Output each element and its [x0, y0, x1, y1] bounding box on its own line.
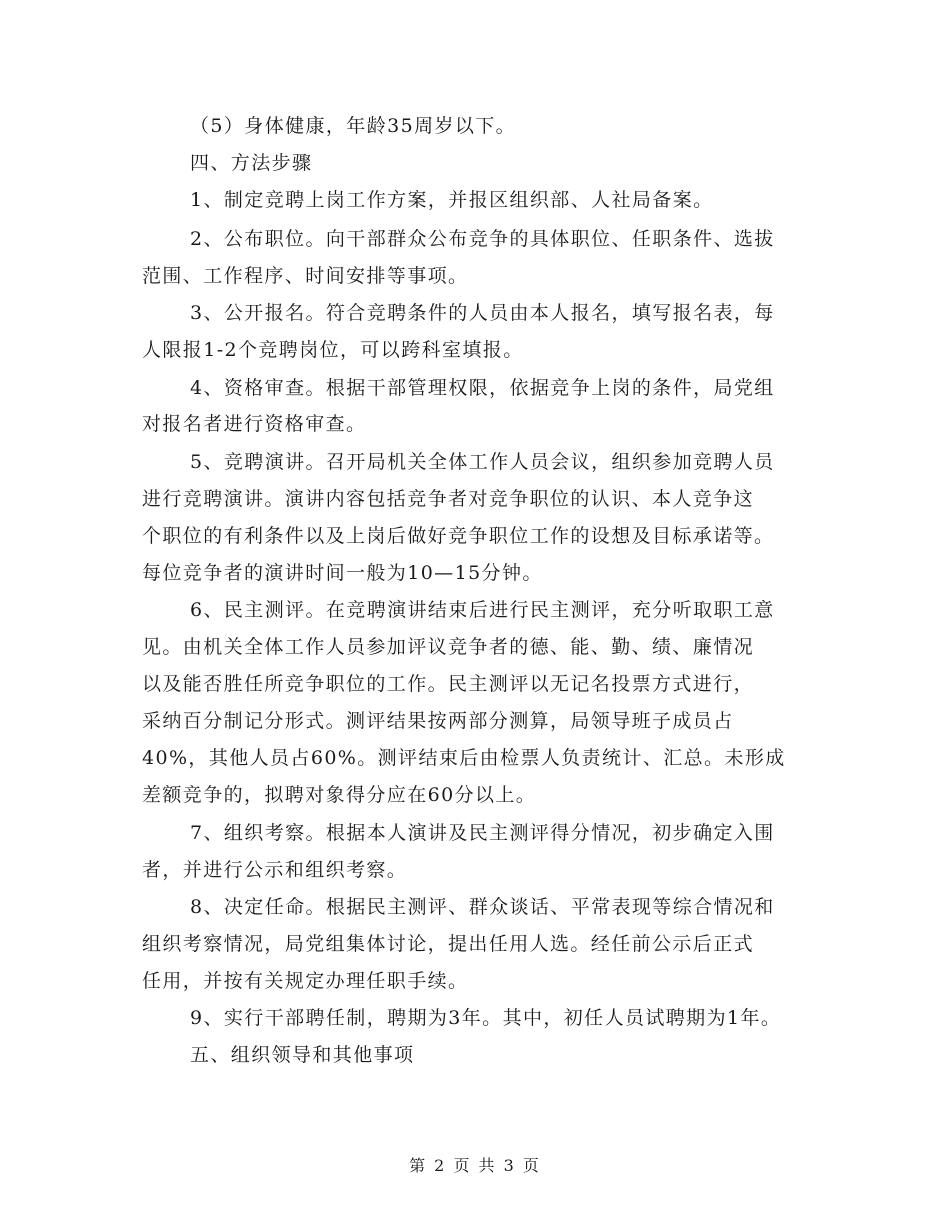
text-line: 对报名者进行资格审查。: [142, 413, 367, 435]
text-line: 5、竞聘演讲。召开局机关全体工作人员会议，组织参加竞聘人员: [190, 451, 775, 473]
text-line: 个职位的有利条件以及上岗后做好竞争职位工作的设想及目标承诺等。: [142, 525, 775, 547]
text-line: 1、制定竞聘上岗工作方案，并报区组织部、人社局备案。: [190, 189, 714, 211]
text-line: 采纳百分制记分形式。测评结果按两部分测算，局领导班子成员占: [142, 710, 734, 732]
text-line: 2、公布职位。向干部群众公布竞争的具体职位、任职条件、选拔: [190, 228, 775, 250]
text-line: 9、实行干部聘任制，聘期为3年。其中，初任人员试聘期为1年。: [190, 1007, 782, 1029]
page-number: 第 2 页 共 3 页: [409, 1156, 541, 1175]
text-line: 8、决定任命。根据民主测评、群众谈话、平常表现等综合情况和: [190, 896, 775, 918]
text-line: 组织考察情况，局党组集体讨论，提出任用人选。经任前公示后正式: [142, 933, 755, 955]
section-heading: 五、组织领导和其他事项: [190, 1044, 415, 1066]
text-line: 见。由机关全体工作人员参加评议竞争者的德、能、勤、绩、廉情况: [142, 636, 755, 658]
text-line: 任用，并按有关规定办理任职手续。: [142, 970, 469, 992]
text-line: 7、组织考察。根据本人演讲及民主测评得分情况，初步确定入围: [190, 822, 775, 844]
text-line: 人限报1-2个竞聘岗位，可以跨科室填报。: [142, 339, 524, 361]
text-line: 每位竞争者的演讲时间一般为10—15分钟。: [142, 562, 543, 584]
text-line: 范围、工作程序、时间安排等事项。: [142, 265, 469, 287]
text-line: 者，并进行公示和组织考察。: [142, 859, 408, 881]
text-line: 进行竞聘演讲。演讲内容包括竞争者对竞争职位的认识、本人竞争这: [142, 488, 755, 510]
text-line: 40%，其他人员占60%。测评结束后由检票人负责统计、汇总。未形成: [142, 747, 786, 769]
text-line: 以及能否胜任所竞争职位的工作。民主测评以无记名投票方式进行，: [142, 673, 755, 695]
text-line: 4、资格审查。根据干部管理权限，依据竞争上岗的条件，局党组: [190, 377, 775, 399]
text-line: （5）身体健康，年龄35周岁以下。: [190, 115, 517, 137]
text-line: 3、公开报名。符合竞聘条件的人员由本人报名，填写报名表，每: [190, 302, 775, 324]
text-line: 6、民主测评。在竞聘演讲结束后进行民主测评，充分听取职工意: [190, 599, 775, 621]
section-heading: 四、方法步骤: [190, 152, 313, 174]
text-line: 差额竞争的，拟聘对象得分应在60分以上。: [142, 784, 537, 806]
